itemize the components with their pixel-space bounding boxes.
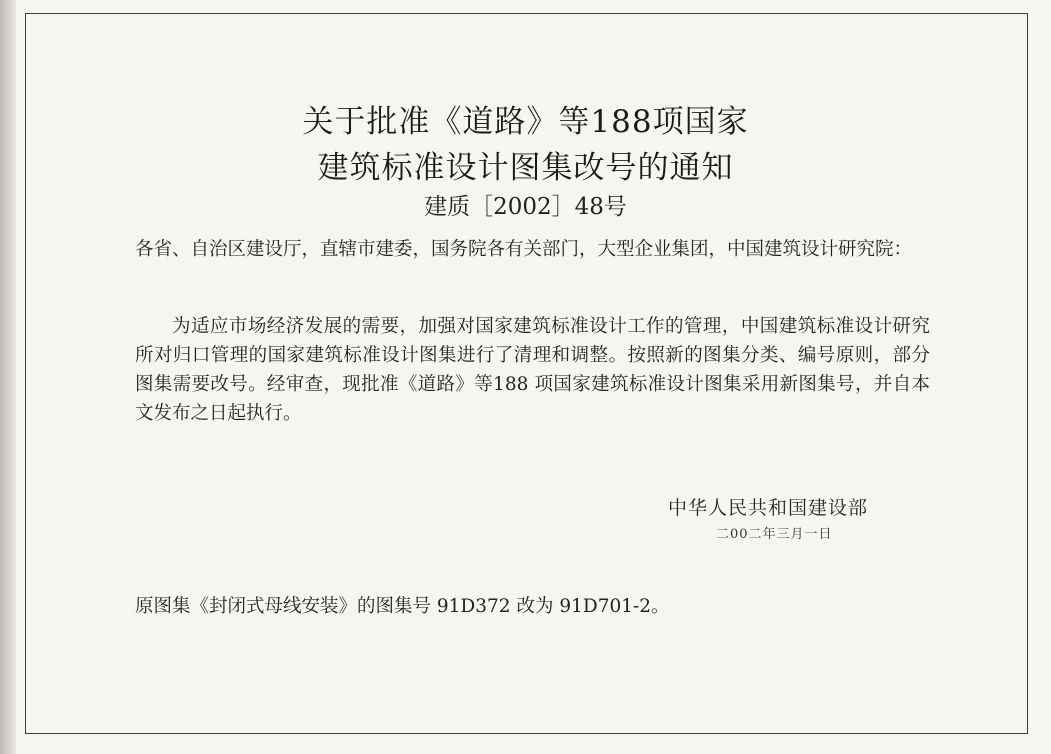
issue-date: 二00二年三月一日: [716, 527, 833, 542]
notice-title-line-2: 建筑标准设计图集改号的通知: [317, 150, 734, 186]
notice-body-paragraph: 为适应市场经济发展的需要，加强对国家建筑标准设计工作的管理，中国建筑标准设计研究所对归口管理的国家建筑标准设计图集进行了清理和调整。按照新的图集分类、编号原则，部分图集需要改号。经审查，现批准《道路》等188 项国家建筑标准设计图集采用新图集号，并自本文发布之日起执行。: [135, 316, 930, 424]
addressee-paragraph: 各省、自治区建设厅，直辖市建委，国务院各有关部门，大型企业集团，中国建筑设计研究院：: [135, 239, 913, 260]
notice-title-line-1: 关于批准《道路》等188项国家: [302, 104, 749, 140]
document-number: 建质［2002］48号: [424, 194, 627, 220]
atlas-renumber-note: 原图集《封闭式母线安装》的图集号 91D372 改为 91D701-2。: [135, 596, 670, 617]
issuing-authority: 中华人民共和国建设部: [668, 497, 869, 519]
